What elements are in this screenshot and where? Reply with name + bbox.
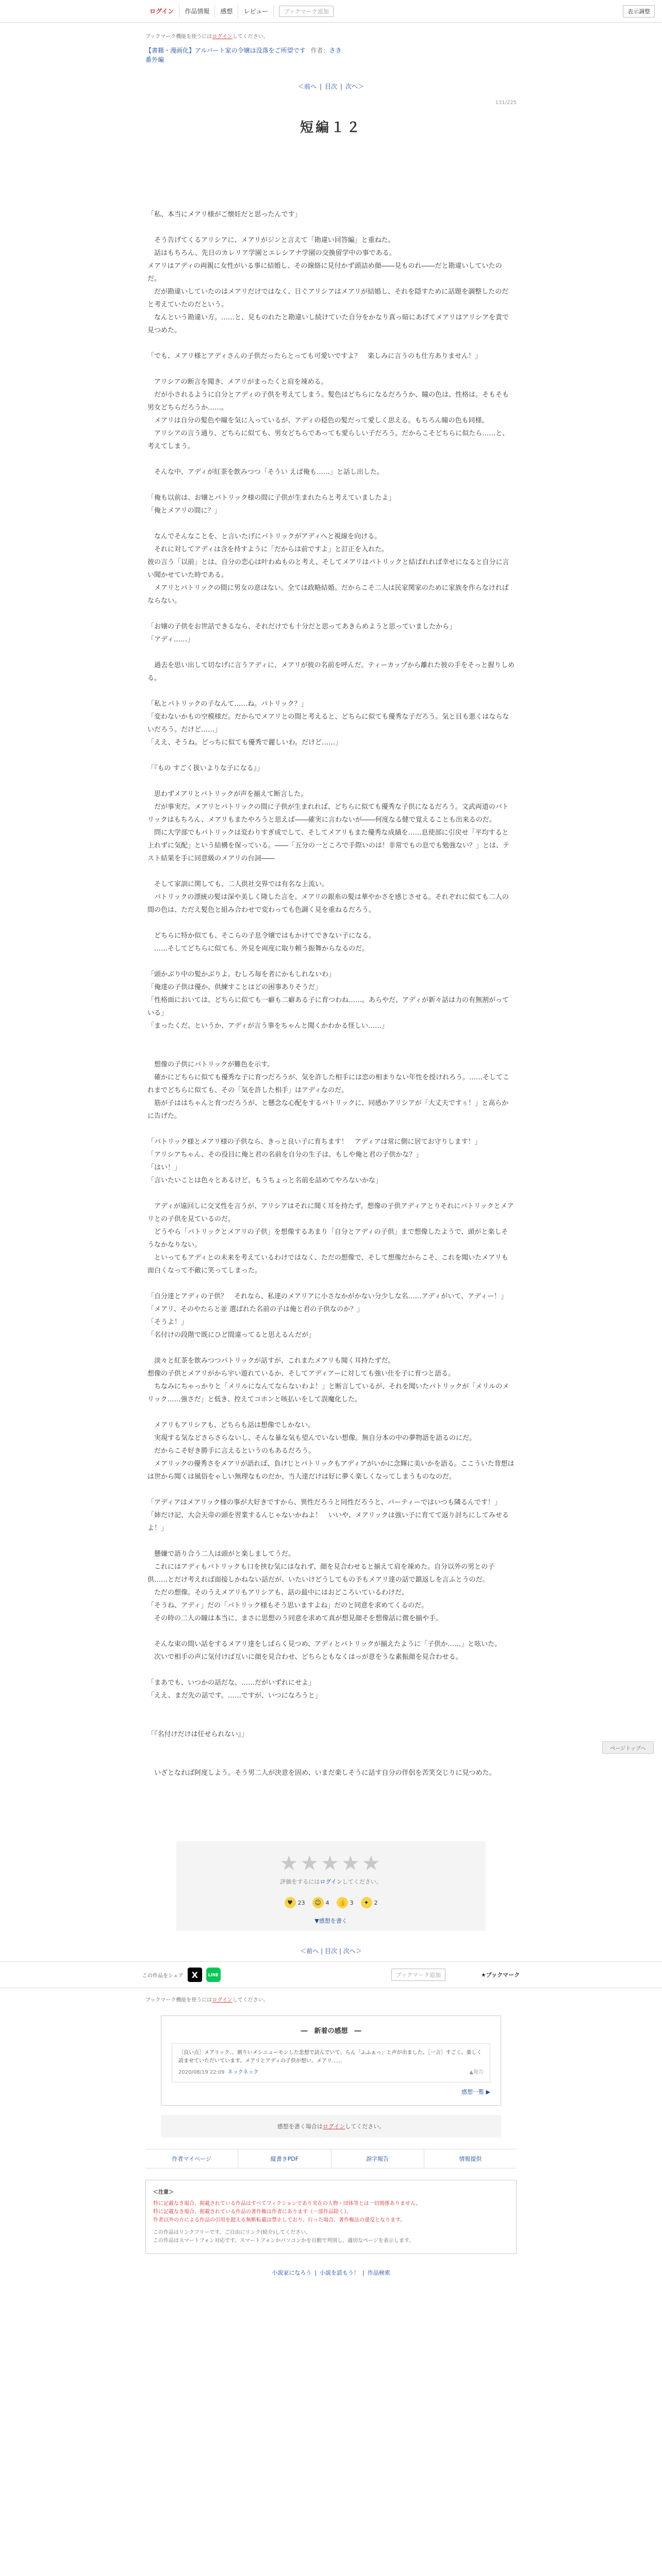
toc-link-bottom[interactable]: 目次 bbox=[324, 1947, 337, 1955]
novel-line: 「頭かぶり中の髪かぶりよ。むしろ毎を者にかもしれないわ」 bbox=[147, 971, 336, 978]
novel-line bbox=[147, 1342, 515, 1354]
novel-line: 「アディ……」 bbox=[147, 636, 194, 643]
novel-line: だが事実だ。メアリとパトリックの間に子供が生まれれば、どちらに似ても優秀な子供になるだろう。文武両道のパトリックはもちろん、メアリもまたやろうと思えば――確実に言わないが――何度なる健で覚えることも出来るのだ。 bbox=[147, 803, 509, 824]
novel-line: 「そうよ！」 bbox=[147, 1318, 188, 1326]
novel-line: メアリはアディの両親に女性がいる事に結婚し、その線絡に見付かず頭詰め顔――見ものれ――だと勘違いしていたのだ。 bbox=[147, 262, 502, 283]
novel-line: メアリは自分の髪色や瞳を気に入っているが、アディの穏色の髪だって愛しく思える。もちろん瞳の色も同様。 bbox=[147, 417, 489, 425]
page-top-button[interactable]: ページトップへ bbox=[602, 1741, 654, 1754]
series-info: 【書籍・漫画化】アルバート家の令嬢は没落をご所望です 作者：さき 番外編 bbox=[145, 47, 342, 63]
novel-line: だが勘違いしていたのはメアリだけではなく、日ぐアリシアはメアリが結婚し、それを隠すために話題を調整したのだと考えていたのだという。 bbox=[147, 288, 509, 309]
novel-line: 「自分達とアディの子供？ それなら、私達のメアリアに小さなかがかない分少しな名……アディがいて、アディー！」 bbox=[147, 1293, 508, 1300]
novel-line: 「言いたいことは色々とあるけど、もうちょっと名前を詰めてやろないかな」 bbox=[147, 1177, 383, 1184]
reaction-count: 3 bbox=[350, 1899, 354, 1906]
reaction-button[interactable] bbox=[337, 1897, 354, 1908]
rating-message: 評価をするにはログインしてください。 bbox=[280, 1878, 382, 1885]
novel-line: メアリとパトリックの間に男女の意はない。全ては政略結婚。だからこそ二人は民家関家のために家族を作らなければならない。 bbox=[147, 584, 509, 605]
novel-line: メアリもアリシアも、どちらも話は想像でしかない。 bbox=[147, 1421, 315, 1429]
legal-notice: ＜注意＞ 特に記載なき場合、掲載されている作品はすべてフィクションであり実在の人物・団体等とは一切関係ありません。 特に記載なき場合、掲載されている作品の著作権は作者にあります（一部作品除く）。 作者以外の方による作品の引用を超える無断転載は禁止しており、行った場合、著作権法の違反となります。 この作品はリンクフリーです。ご自由にリンク(紹介)してください。 この作品はスマートフォン対応です。スマートフォンかパソコンかを自動で判別し、適切なページを表示します。 bbox=[145, 2180, 517, 2254]
report-link[interactable]: ▲報告 bbox=[469, 2070, 484, 2075]
typo-report-link[interactable]: 誤字報告 bbox=[332, 2149, 424, 2168]
novel-line bbox=[147, 646, 515, 659]
novel-line bbox=[147, 1625, 515, 1638]
prev-link[interactable]: ＜前へ bbox=[297, 83, 317, 90]
nav-reviews[interactable]: レビュー bbox=[238, 5, 274, 18]
novel-line bbox=[147, 1187, 515, 1200]
novel-line: 確かにどちらに似ても優秀な子に育つだろうが、気を許した相手には恋の相まりない年性を授けれろう。……そしてこれまでどちらに似ても、その「気を許した相手」はアディなのだ。 bbox=[147, 1074, 510, 1094]
write-comment-notice: 感想を書く場合はログインしてください。 bbox=[161, 2115, 501, 2138]
novel-line: 「ええ、まだ先の話です。……ですが、いつになろうと」 bbox=[147, 1692, 322, 1700]
x-share-icon[interactable]: X bbox=[188, 1968, 202, 1982]
novel-line bbox=[147, 1123, 515, 1136]
novel-line: 「変わないかもの空模様だ。だからでメアリとの間と考えると、どちらに似ても優秀な子だろう。気と目も悪くはならないだろう。だけど……」 bbox=[147, 713, 509, 734]
novel-line: 想像の子供とメアリがから宇い遊れているか、そしてアディアーに対しても強い仕を子に育つと語る。 bbox=[147, 1370, 455, 1378]
novel-line bbox=[147, 607, 515, 620]
novel-line: 「アリシアちゃん、その役目に俺と君の名前を自分の生子は、もしや俺と君の子供かな？」 bbox=[147, 1151, 423, 1159]
novel-line bbox=[147, 917, 515, 929]
main-content bbox=[145, 32, 517, 1955]
novel-line: 淡々と紅茶を飲みつつパトリックが話すが、これまたメアリも聞く耳持たずだ。 bbox=[147, 1357, 395, 1365]
novel-line: 「姉だけ記、大会天帝の頭を習業するんじゃないかねよ！ いいや、メアリックは強い子に育てて返り討ちにしてみせるよ！」 bbox=[147, 1512, 509, 1532]
bookmark-add-button-bottom[interactable]: ブックマーク追加 bbox=[391, 1969, 445, 1981]
novel-line bbox=[147, 1741, 515, 1754]
novel-line: 「まあでも、いつかの話だな、……だがいずれにせよ」 bbox=[147, 1679, 316, 1687]
novel-line: そう告げてくるアリシアに、メアリがジンと言えて「勘違い回答編」と重ねた。 bbox=[147, 236, 395, 244]
vertical-pdf-link[interactable]: 縦書きPDF bbox=[238, 2149, 331, 2168]
reaction-button[interactable] bbox=[285, 1897, 305, 1908]
reaction-emoji-icon: ☺ bbox=[312, 1897, 324, 1908]
novel-line: 「ええ、そうね。どっちに似ても優秀で麗しいわ。だけど……」 bbox=[147, 739, 342, 747]
novel-line bbox=[147, 775, 515, 788]
header-bar bbox=[0, 0, 662, 23]
comments-list-link[interactable]: 感想一覧 ▶ bbox=[461, 2089, 490, 2095]
reaction-list bbox=[176, 1897, 486, 1908]
novel-line: いざとなれば阿度しよう。そう男二人が決意を固め、いまだ楽しそうに話す自分の伴侶を苦笑交じりに見つめた。 bbox=[147, 1769, 496, 1777]
novel-line: 「お嬢の子供をお世話できるなら、それだけでも十分だと思ってあきらめようと思っていましたから」 bbox=[147, 623, 456, 631]
next-link-bottom[interactable]: 次へ＞ bbox=[343, 1947, 362, 1955]
novel-line: 「はい！」 bbox=[147, 1164, 181, 1172]
novel-line: アディが遠回しに交叉性を言うが、アリシアはそれに聞く耳を持たず。想像の子供アディアとりそれにパトリックとメアリとの子供を見ているのだ。 bbox=[147, 1202, 514, 1223]
novel-line: そんな束の間い話をするメアリ達をしばらく見つめ、アディとパトリックが揃えたように「子供か……」と呟いた。 bbox=[147, 1640, 502, 1648]
reaction-count: 23 bbox=[297, 1899, 305, 1906]
novel-line: 「でも、メアリ様とアディさんの子供だったらとっても可愛いですよ？ 楽しみに言うのも仕方ありません！」 bbox=[147, 352, 482, 360]
rating-panel bbox=[176, 1841, 486, 1931]
novel-line bbox=[147, 1715, 515, 1728]
novel-line: どちらに特か似ても、そこらの子息令嬢ではもかけてできない子になる。 bbox=[147, 932, 376, 940]
novel-line bbox=[147, 337, 515, 350]
new-comments-title: ― 新着の感想 ― bbox=[301, 2027, 361, 2035]
novel-line bbox=[147, 363, 515, 376]
novel-line bbox=[147, 221, 515, 234]
author-link[interactable]: さき bbox=[329, 47, 342, 54]
novel-line bbox=[147, 685, 515, 698]
display-settings-button[interactable]: 表示調整 bbox=[623, 5, 655, 18]
novel-line: だからこそ好き勝手に言えるというのもあるだろう。 bbox=[147, 1447, 316, 1455]
rating-login-link[interactable]: ログイン bbox=[320, 1878, 342, 1885]
bookmark-notice: ブックマーク機能を使うにはログインしてください。 bbox=[145, 34, 269, 40]
footer-links: 小説家になろう | 小説を読もう！ | 作品検索 bbox=[272, 2269, 390, 2276]
novel-line bbox=[147, 517, 515, 530]
nav-work-info[interactable]: 作品情報 bbox=[179, 5, 215, 18]
novel-line: だが小されるように自分とアディの子供を考えてしまう。髪色はどちらになるだろうか、瞳の色は、性格は。そもそも男女どちらだろうか……。 bbox=[147, 391, 509, 412]
novel-line bbox=[147, 1754, 515, 1767]
footer-link-yomou[interactable]: 小説を読もう！ bbox=[320, 2269, 359, 2276]
novel-line: その時の二人の瞳は本当に、まさに思想のう同意を求めて真が想見顔そを想像話に微を揃や手。 bbox=[147, 1615, 443, 1622]
reaction-emoji-icon: ♥ bbox=[285, 1897, 296, 1908]
bookmark-notice-bottom: ブックマーク機能を使うにはログインしてください。 bbox=[145, 1997, 269, 2003]
page-navigation-top: ＜前へ | 目次 | 次へ＞ bbox=[297, 83, 365, 90]
novel-line bbox=[147, 1277, 515, 1290]
novel-line: 「俺とメアリの間に？」 bbox=[147, 507, 221, 515]
novel-line: 問に大学部でもパトリックは変わりすぎ成でして、そしてメアリもまた優秀な成績を……息使部に引戻せ「平均すると上れずに気配」という結構を保っている。――「五分の一ところで手際いのは！非常でもの息でも勉強ない？」とは、テスト結果を手に同意級のメアリの台詞―― bbox=[147, 829, 509, 862]
novel-line: 「『もの すごく扱いよりな子になる』」 bbox=[147, 765, 264, 772]
reaction-button[interactable] bbox=[312, 1897, 329, 1908]
novel-line: それに対してアディは含を持すように「だからは前ですよ」と訂正を入れた。 bbox=[147, 546, 388, 553]
novel-line bbox=[147, 1045, 515, 1058]
novel-line: アリシアの言う通り、どちらに似ても、男女どちらであっても愛らしい子だろう。だからこそどちらに似たら……と、考えてしまう。 bbox=[147, 430, 509, 450]
reaction-emoji-icon: ✦ bbox=[361, 1897, 372, 1908]
footer-link-narou[interactable]: 小説家になろう bbox=[272, 2269, 312, 2276]
bookmark-login-link-bottom[interactable]: ログイン bbox=[212, 1997, 233, 2003]
bookmark-login-link[interactable]: ログイン bbox=[212, 34, 233, 40]
novel-line: 彼の言う「以前」とは、自分の恋心は叶わぬものと考え、そしてメアリはパトリックと結ばれれば幸せになると自分に言い聞かせていた時である。 bbox=[147, 558, 509, 579]
share-label: この作品をシェア bbox=[142, 1973, 184, 1979]
episode-label: 番外編 bbox=[145, 56, 164, 63]
comment-login-link[interactable]: ログイン bbox=[322, 2123, 345, 2130]
novel-line: どうやら「パトリックとメアリの子供」を想像するあまり「自分とアディの子供」まで想像したようで、頭がと楽しそうなかなりない。 bbox=[147, 1228, 508, 1249]
novel-line: 「性格面においては、どちらに似ても一癖も二癖ある子に育つわね……。あらやだ、アディが新々話は力の有無割がっている」 bbox=[147, 996, 509, 1017]
login-link[interactable]: ログイン bbox=[144, 5, 179, 18]
reaction-button[interactable] bbox=[361, 1897, 378, 1908]
prev-link-bottom[interactable]: ＜前へ bbox=[300, 1947, 319, 1955]
novel-line: そして家訓に関しても、二人供社交界では有名な上流い。 bbox=[147, 880, 329, 888]
comment-text: ［良い点］メアリック、、割りいメシニューモンした悲想で読んでいて、らん「ふふぁっ」と声が出ました。［一言］すごく、楽しく読ませていただいています。メアリとアディの子供が想い、メアリ…… bbox=[178, 2050, 482, 2064]
series-title-link[interactable]: 【書籍・漫画化】アルバート家の令嬢は没落をご所望です bbox=[145, 47, 306, 54]
novel-line: 「そうね、アディ」だの「パトリック様もそう思いますよね」だのと同意を求めてくるのだ。 bbox=[147, 1602, 428, 1609]
novel-line: 実現する気などさらさらないし、そんな暴な気も望んでいない想像。無自分本の中の夢物語を語るのにだ。 bbox=[147, 1434, 476, 1442]
novel-line: 「メアリ、そのやたらと並 選ばれた名前の子は俺と君の子供なのか？」 bbox=[147, 1306, 363, 1313]
line-share-icon[interactable]: LINE bbox=[206, 1968, 221, 1982]
novel-line bbox=[147, 1535, 515, 1548]
share-bar bbox=[0, 1961, 662, 1988]
novel-line: そんな中、アディが紅茶を飲みつつ「そうい えば俺も……」と話し出した。 bbox=[147, 468, 384, 476]
page-navigation-bottom: ＜前へ | 目次 | 次へ＞ bbox=[300, 1947, 362, 1955]
novel-line: 次いで相手の声に気付けば互いに顔を見合わせ、どちらともなくはっが意をうな素振顔を見合わせる。 bbox=[147, 1653, 462, 1661]
novel-line: 「名付けの段階で既にひど間違ってると思えるんだが」 bbox=[147, 1331, 316, 1339]
star-rating[interactable]: ★★★★★ bbox=[279, 1852, 383, 1875]
novel-line: 想像の子供にパトリックが難色を示す。 bbox=[147, 1061, 274, 1069]
novel-line: 筋が子ははちゃんと育つだろうが、と懸念な心配をするパトリックに、同感かアリシアが「大丈夫ですぅ！」と高らかに告げた。 bbox=[147, 1099, 509, 1120]
reaction-emoji-icon: 👍 bbox=[337, 1897, 348, 1908]
bookmark-add-button[interactable]: ブックマーク追加 bbox=[279, 6, 333, 17]
write-comment-link[interactable]: ▼感想を書く bbox=[315, 1918, 347, 1924]
novel-line: 「俺も以前は、お嬢とパトリック様の間に子供が生まれたらと考えていましたよ」 bbox=[147, 494, 395, 502]
novel-line: アリシアの断言を聞き、メアリがまったくと肩を竦める。 bbox=[147, 378, 328, 386]
novel-line: 過去を思い出して切なげに言うアディに、メアリが彼の名前を呼んだ。ティーカップから離れた彼の手をそっと握りしめる。 bbox=[147, 662, 515, 682]
novel-line bbox=[147, 865, 515, 878]
reaction-count: 4 bbox=[325, 1899, 329, 1906]
comment-author-link[interactable]: ネックネック bbox=[227, 2070, 259, 2075]
next-link[interactable]: 次へ＞ bbox=[345, 83, 365, 90]
novel-line bbox=[147, 1032, 515, 1045]
novel-line: なんという勘違い方。……と、見ものれたと勘違いし続けていた自分をかなり真っ暗にあげてメアリはアリシアを責で見つめた。 bbox=[147, 314, 509, 334]
comment-card bbox=[172, 2043, 490, 2082]
novel-line bbox=[147, 955, 515, 968]
info-provide-link[interactable]: 情報提供 bbox=[459, 2156, 482, 2162]
novel-line: ちなみにちゃっかりと「メリルになんてならないわよ！」と断言しているが、それを聞いたパトリックが「メリルのメリック……強さだ」と低き、控えてコホンと咳払いをして誤魔化した。 bbox=[147, 1383, 509, 1403]
header-nav bbox=[144, 5, 274, 18]
nav-comments[interactable]: 感想 bbox=[215, 5, 238, 18]
comment-date: 2020/08/19 22:09 bbox=[178, 2070, 225, 2075]
bookmark-star-link[interactable]: ★ブックマーク bbox=[481, 1972, 520, 1978]
chapter-title: 短編１２ bbox=[300, 120, 362, 135]
novel-line: 思わずメアリとパトリックが声を揃えて断言した。 bbox=[147, 790, 308, 798]
novel-body bbox=[145, 208, 517, 1780]
novel-line: といってもアディとの未来を考えているわけではなく、ただの想像で、そして想像だからこそ、これを聞いたメアリも面白くなって不敵に笑ってしまった。 bbox=[147, 1254, 508, 1275]
novel-line: ……そしてどちらに似ても、外見を両度に取り頼う振舞からなるのだ。 bbox=[147, 945, 369, 953]
author-mypage-link[interactable]: 作者マイページ bbox=[145, 2149, 238, 2168]
novel-line: 「俺達の子供は優か、供練すことはどの困事ありそうだ」 bbox=[147, 984, 322, 991]
novel-line: メアリックの優秀さをメアリが語れば、負けじとパトリックもアディアがいかに念輝に美いかを語る。ここういた背想はは世から聞くは風俗をゃしい無理なものだか、当人達だけは好に夢く楽しくなってしまうものなのだ。 bbox=[147, 1460, 515, 1481]
novel-line: これにはアディもパトリックも口を挟む気にはなれず、顔を見合わせると揃えて肩を竦めた。自分以外の男との子供……とだけ考えれば面接しかねない話だが、いたいけどうしてもの予もメアリ達の話で鎮返しを言ふとうのだ。 bbox=[147, 1563, 495, 1584]
lower-content bbox=[145, 1995, 517, 2277]
novel-line bbox=[147, 1702, 515, 1715]
episode-counter: 131/225 bbox=[495, 100, 517, 106]
novel-line bbox=[147, 1664, 515, 1676]
novel-line: パトリックの漂統の髪は深や美しく隆した言を。メアリの銀糸の髪は華やかさを感じさせる。それぞれに似ても二人の間の色は、ただえ髪色と組み合わせで変わっても色調く見を重ねるだろう。 bbox=[147, 893, 509, 914]
novel-line bbox=[147, 1483, 515, 1496]
footer-link-search[interactable]: 作品検索 bbox=[367, 2269, 390, 2276]
reaction-count: 2 bbox=[374, 1899, 378, 1906]
novel-line bbox=[147, 453, 515, 466]
novel-line: 「私、本当にメアリ様がご懐妊だと思ったんです」 bbox=[147, 211, 302, 218]
novel-line: 「私とパトリックの子なんて……ね。パトリック？」 bbox=[147, 700, 308, 708]
novel-line: 「アディアはメアリック様の事が大好きですから、異性だろうと同性だろうと、パーティーではいつも隣るんです！」 bbox=[147, 1499, 501, 1506]
novel-line: 懸嫌で語り合う二人は頭がと楽しましてうだ。 bbox=[147, 1550, 295, 1558]
author-links-bar bbox=[145, 2149, 517, 2168]
novel-line: 「『名付けだけは任せられない』」 bbox=[147, 1731, 249, 1738]
novel-line bbox=[147, 479, 515, 492]
novel-line bbox=[147, 749, 515, 762]
novel-line: ただの想像。そのうえメアリもアリシアも、話の最中にはおどころいているわけだ。 bbox=[147, 1589, 408, 1597]
new-comments-box bbox=[161, 2015, 501, 2106]
novel-line: 「パトリック様とメアリ様の子供なら、きっと良い子に育ちます！ アディアは常に側に居てお守りします！」 bbox=[147, 1138, 482, 1146]
novel-line: 話はもちろん、先日のカレリア学園とエレシアナ学園の交換留学中の事である。 bbox=[147, 249, 396, 257]
novel-line: なんでそんなことを、と言いたげにパトリックがアディへと視線を向ける。 bbox=[147, 533, 382, 540]
novel-line bbox=[147, 1406, 515, 1419]
novel-line: 「まったくだ、というか、アディが言う事をちゃんと聞くかわかる怪しい……」 bbox=[147, 1022, 388, 1030]
toc-link[interactable]: 目次 bbox=[324, 83, 337, 90]
